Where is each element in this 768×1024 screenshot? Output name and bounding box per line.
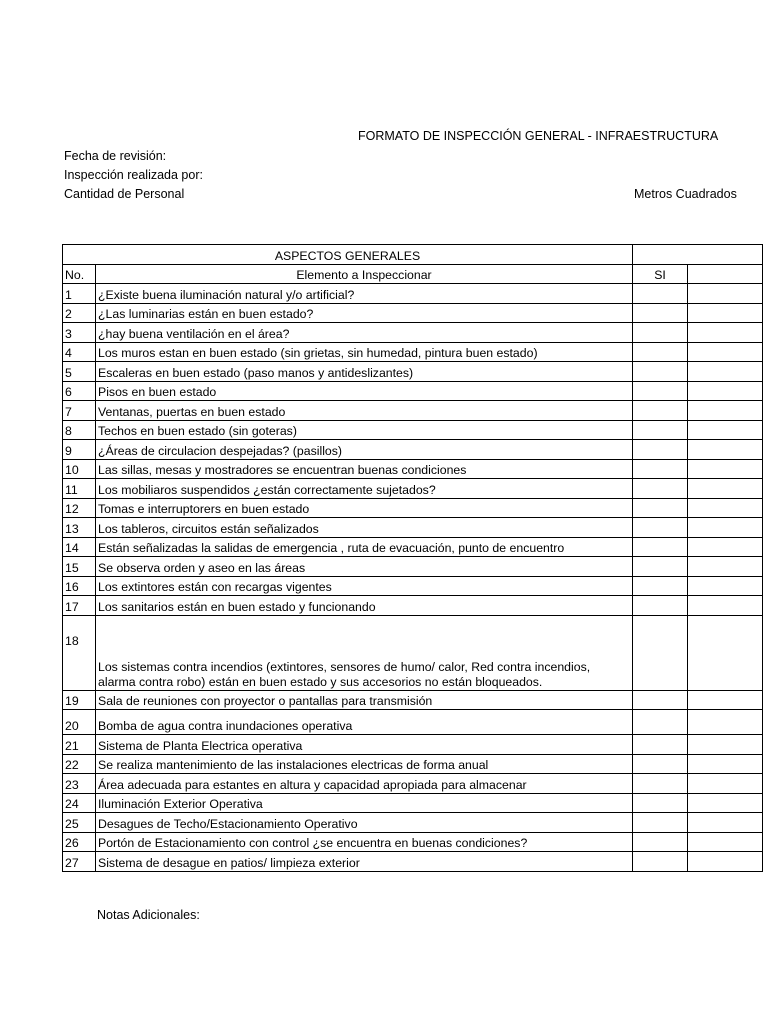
row-si-cell[interactable]	[633, 596, 688, 616]
row-number: 4	[63, 342, 96, 362]
cantidad-personal-label: Cantidad de Personal	[64, 187, 185, 201]
row-si-cell[interactable]	[633, 284, 688, 304]
row-element: Iluminación Exterior Operativa	[96, 793, 633, 813]
row-no-cell[interactable]	[688, 690, 763, 710]
row-si-cell[interactable]	[633, 690, 688, 710]
row-number: 21	[63, 735, 96, 755]
table-row	[63, 323, 763, 343]
row-number: 18	[63, 615, 96, 690]
row-number: 7	[63, 401, 96, 421]
table-row	[63, 498, 763, 518]
row-number: 17	[63, 596, 96, 616]
table-row	[63, 342, 763, 362]
row-si-cell[interactable]	[633, 557, 688, 577]
table-row	[63, 710, 763, 735]
row-si-cell[interactable]	[633, 518, 688, 538]
row-element: ¿hay buena ventilación en el área?	[96, 323, 633, 343]
table-row	[63, 774, 763, 794]
row-element: ¿Las luminarias están en buen estado?	[96, 303, 633, 323]
row-element: Techos en buen estado (sin goteras)	[96, 420, 633, 440]
table-row	[63, 754, 763, 774]
row-element: ¿Existe buena iluminación natural y/o artificial?	[96, 284, 633, 304]
row-no-cell[interactable]	[688, 342, 763, 362]
row-number: 23	[63, 774, 96, 794]
table-row	[63, 284, 763, 304]
row-number: 10	[63, 459, 96, 479]
inspection-table	[62, 244, 763, 872]
table-row	[63, 401, 763, 421]
table-row	[63, 813, 763, 833]
table-row	[63, 576, 763, 596]
row-no-cell[interactable]	[688, 498, 763, 518]
table-row	[63, 440, 763, 460]
row-no-cell[interactable]	[688, 303, 763, 323]
section-header-extra	[633, 245, 763, 265]
header-si: SI	[633, 264, 688, 284]
row-element: Los extintores están con recargas vigentes	[96, 576, 633, 596]
row-no-cell[interactable]	[688, 852, 763, 872]
row-element: Desagues de Techo/Estacionamiento Operativo	[96, 813, 633, 833]
row-si-cell[interactable]	[633, 459, 688, 479]
row-no-cell[interactable]	[688, 440, 763, 460]
row-no-cell[interactable]	[688, 832, 763, 852]
row-element: Sistema de Planta Electrica operativa	[96, 735, 633, 755]
row-si-cell[interactable]	[633, 381, 688, 401]
row-si-cell[interactable]	[633, 793, 688, 813]
table-row	[63, 362, 763, 382]
row-no-cell[interactable]	[688, 381, 763, 401]
row-no-cell[interactable]	[688, 362, 763, 382]
row-si-cell[interactable]	[633, 774, 688, 794]
row-number: 2	[63, 303, 96, 323]
table-row	[63, 381, 763, 401]
row-element: Están señalizadas la salidas de emergencia , ruta de evacuación, punto de encuentro	[96, 537, 633, 557]
table-row	[63, 596, 763, 616]
metros-cuadrados-label: Metros Cuadrados	[634, 187, 737, 201]
row-element: Los mobiliaros suspendidos ¿están correctamente sujetados?	[96, 479, 633, 499]
table-row	[63, 459, 763, 479]
row-element: Sala de reuniones con proyector o pantallas para transmisión	[96, 690, 633, 710]
row-number: 6	[63, 381, 96, 401]
header-elemento: Elemento a Inspeccionar	[96, 264, 633, 284]
row-number: 1	[63, 284, 96, 304]
row-number: 8	[63, 420, 96, 440]
table-row	[63, 690, 763, 710]
row-si-cell[interactable]	[633, 710, 688, 735]
row-number: 22	[63, 754, 96, 774]
table-row	[63, 420, 763, 440]
row-no-cell[interactable]	[688, 537, 763, 557]
row-number: 14	[63, 537, 96, 557]
row-si-cell[interactable]	[633, 615, 688, 690]
row-element: ¿Áreas de circulacion despejadas? (pasillos)	[96, 440, 633, 460]
row-no-cell[interactable]	[688, 401, 763, 421]
row-si-cell[interactable]	[633, 852, 688, 872]
row-number: 15	[63, 557, 96, 577]
row-si-cell[interactable]	[633, 420, 688, 440]
row-element: Los tableros, circuitos están señalizados	[96, 518, 633, 538]
row-number: 26	[63, 832, 96, 852]
row-element: Se realiza mantenimiento de las instalaciones electricas de forma anual	[96, 754, 633, 774]
table-row	[63, 852, 763, 872]
row-element: Escaleras en buen estado (paso manos y antideslizantes)	[96, 362, 633, 382]
header-no: No.	[63, 264, 96, 284]
row-number: 5	[63, 362, 96, 382]
row-si-cell[interactable]	[633, 323, 688, 343]
table-row	[63, 557, 763, 577]
inspection-table-wrapper	[62, 244, 688, 872]
row-si-cell[interactable]	[633, 537, 688, 557]
table-row	[63, 303, 763, 323]
row-element: Los sanitarios están en buen estado y funcionando	[96, 596, 633, 616]
row-si-cell[interactable]	[633, 303, 688, 323]
row-no-cell[interactable]	[688, 813, 763, 833]
table-row	[63, 537, 763, 557]
row-si-cell[interactable]	[633, 813, 688, 833]
row-no-cell[interactable]	[688, 774, 763, 794]
row-no-cell[interactable]	[688, 596, 763, 616]
row-si-cell[interactable]	[633, 440, 688, 460]
row-element: Portón de Estacionamiento con control ¿se encuentra en buenas condiciones?	[96, 832, 633, 852]
row-number: 19	[63, 690, 96, 710]
row-si-cell[interactable]	[633, 832, 688, 852]
row-element: Tomas e interruptorers en buen estado	[96, 498, 633, 518]
row-number: 3	[63, 323, 96, 343]
row-element: Los muros estan en buen estado (sin grietas, sin humedad, pintura buen estado)	[96, 342, 633, 362]
table-row	[63, 832, 763, 852]
row-no-cell[interactable]	[688, 323, 763, 343]
row-si-cell[interactable]	[633, 498, 688, 518]
row-no-cell[interactable]	[688, 615, 763, 690]
row-no-cell[interactable]	[688, 479, 763, 499]
row-number: 13	[63, 518, 96, 538]
row-element: Se observa orden y aseo en las áreas	[96, 557, 633, 577]
row-no-cell[interactable]	[688, 420, 763, 440]
row-element: Sistema de desague en patios/ limpieza exterior	[96, 852, 633, 872]
row-no-cell[interactable]	[688, 518, 763, 538]
row-number: 20	[63, 710, 96, 735]
table-row	[63, 793, 763, 813]
row-si-cell[interactable]	[633, 342, 688, 362]
row-no-cell[interactable]	[688, 793, 763, 813]
row-element: Los sistemas contra incendios (extintores, sensores de humo/ calor, Red contra incendios, alarma contra robo) están en buen estado y sus accesorios no están bloqueados.	[96, 615, 633, 690]
row-no-cell[interactable]	[688, 557, 763, 577]
row-element: Bomba de agua contra inundaciones operativa	[96, 710, 633, 735]
section-header: ASPECTOS GENERALES	[63, 245, 633, 265]
table-row	[63, 518, 763, 538]
row-si-cell[interactable]	[633, 576, 688, 596]
row-number: 11	[63, 479, 96, 499]
row-number: 24	[63, 793, 96, 813]
row-si-cell[interactable]	[633, 362, 688, 382]
row-no-cell[interactable]	[688, 576, 763, 596]
row-number: 16	[63, 576, 96, 596]
table-row	[63, 735, 763, 755]
header-no-answer	[688, 264, 763, 284]
row-number: 25	[63, 813, 96, 833]
row-si-cell[interactable]	[633, 401, 688, 421]
row-si-cell[interactable]	[633, 479, 688, 499]
document-title: FORMATO DE INSPECCIÓN GENERAL - INFRAESTRUCTURA	[358, 129, 719, 143]
row-si-cell[interactable]	[633, 735, 688, 755]
row-element: Las sillas, mesas y mostradores se encuentran buenas condiciones	[96, 459, 633, 479]
table-row	[63, 615, 763, 690]
row-number: 12	[63, 498, 96, 518]
row-element: Área adecuada para estantes en altura y capacidad apropiada para almacenar	[96, 774, 633, 794]
row-number: 9	[63, 440, 96, 460]
row-element: Pisos en buen estado	[96, 381, 633, 401]
row-no-cell[interactable]	[688, 284, 763, 304]
row-number: 27	[63, 852, 96, 872]
row-no-cell[interactable]	[688, 459, 763, 479]
fecha-revision-label: Fecha de revisión:	[64, 149, 167, 163]
row-no-cell[interactable]	[688, 710, 763, 735]
notas-adicionales-label: Notas Adicionales:	[97, 908, 200, 922]
row-no-cell[interactable]	[688, 754, 763, 774]
table-row	[63, 479, 763, 499]
row-no-cell[interactable]	[688, 735, 763, 755]
row-si-cell[interactable]	[633, 754, 688, 774]
row-element: Ventanas, puertas en buen estado	[96, 401, 633, 421]
inspeccion-realizada-label: Inspección realizada por:	[64, 168, 203, 182]
